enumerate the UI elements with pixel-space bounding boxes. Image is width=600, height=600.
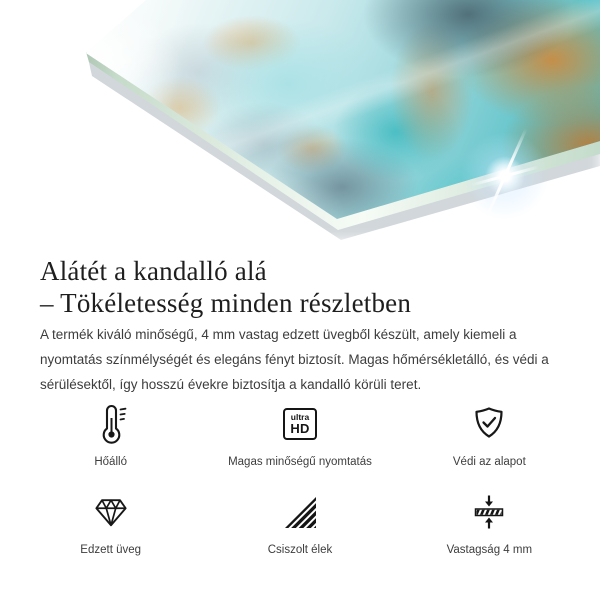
features-grid	[16, 403, 584, 557]
thermometer-icon	[94, 403, 128, 445]
ultra-hd-icon: ultra HD	[283, 403, 317, 445]
page-title	[40, 255, 411, 319]
thickness-icon	[472, 491, 506, 533]
feature-heat-resistant	[16, 403, 205, 469]
shield-check-icon	[470, 403, 508, 445]
feature-label: Vastagság 4 mm	[446, 544, 533, 556]
product-description-text: A termék kiváló minőségű, 4 mm vastag edzett üvegből készült, amely kiemeli a nyomtatás színmélységét és elegáns fényt biztosít. Magas hőmérsékletálló, és védi a sérülésektől, így hosszú évekre biztosítja a kandalló körüli teret.	[40, 326, 549, 392]
feature-high-quality-print	[205, 403, 394, 469]
product-hero-image	[0, 0, 600, 240]
feature-label: Védi az alapot	[452, 456, 526, 468]
lens-flare-sparkle-icon	[460, 131, 550, 221]
polished-edges-icon	[283, 491, 317, 533]
feature-polished-edges	[205, 491, 394, 557]
page-title-line1: Alátét a kandalló alá	[40, 256, 267, 287]
feature-label: Hőálló	[94, 456, 127, 468]
page-title-line2: – Tökéletesség minden részletben	[40, 288, 412, 319]
feature-label: Csiszolt élek	[267, 544, 333, 556]
feature-protects-base	[395, 403, 584, 469]
feature-tempered-glass	[16, 491, 205, 557]
feature-label: Edzett üveg	[80, 544, 142, 556]
feature-thickness	[395, 491, 584, 557]
diamond-icon	[94, 491, 128, 533]
feature-label: Magas minőségű nyomtatás	[228, 456, 372, 468]
